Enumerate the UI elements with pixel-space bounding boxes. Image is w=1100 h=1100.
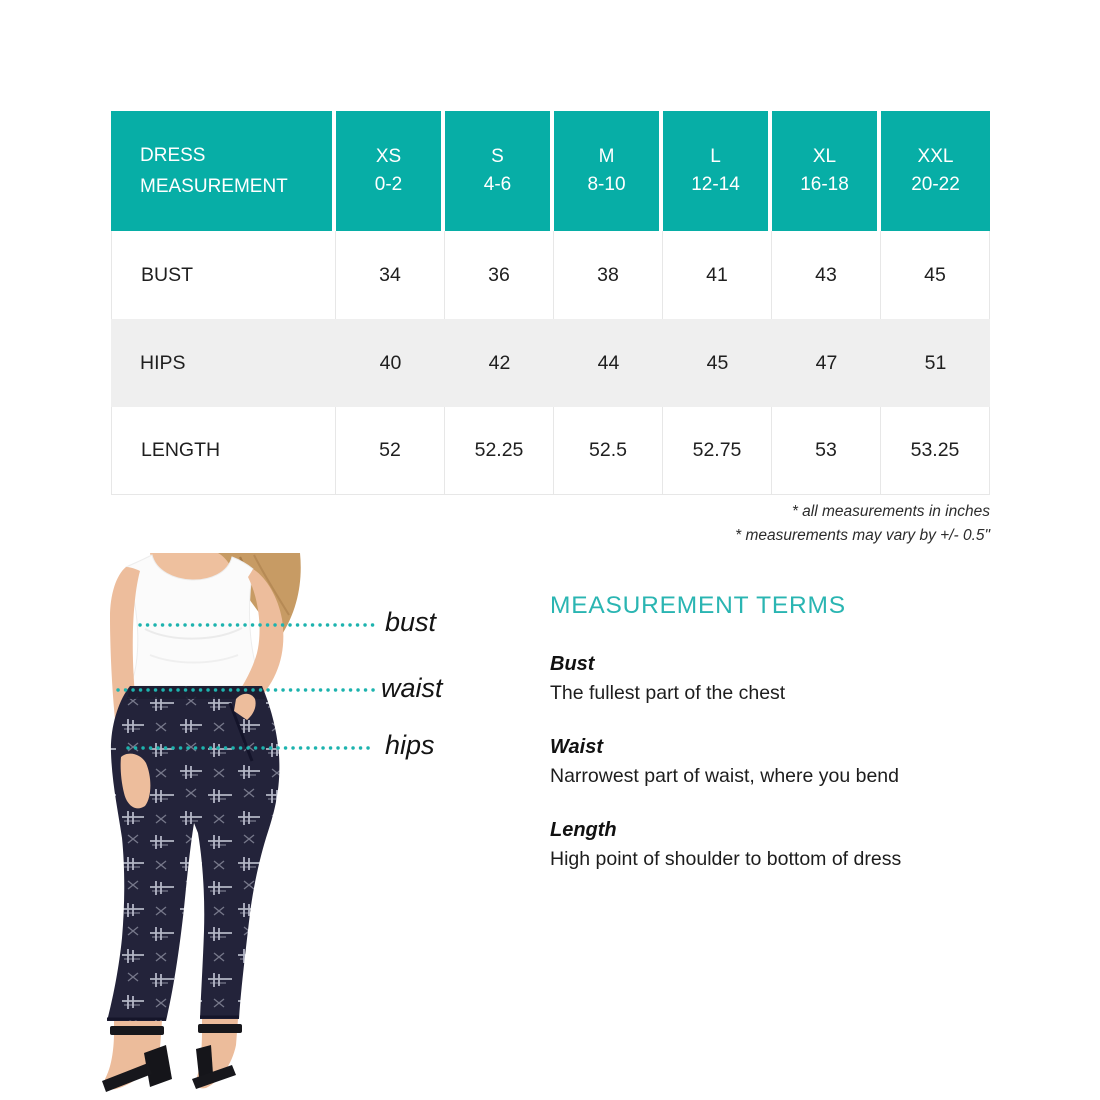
hips-xl: 47: [772, 319, 881, 407]
length-l: 52.75: [663, 407, 772, 495]
left-ankle-strap: [110, 1026, 164, 1035]
hips-line-label: hips: [385, 730, 435, 760]
right-ankle-strap: [198, 1024, 242, 1033]
header-col-s: [445, 111, 554, 231]
length-xl: 53: [772, 407, 881, 495]
measurement-terms-heading: MEASUREMENT TERMS: [550, 592, 846, 619]
term-definition: High point of shoulder to bottom of dress: [550, 848, 902, 870]
bust-l: 41: [663, 231, 772, 319]
row-label-length: LENGTH: [111, 407, 336, 495]
term-item-waist: [550, 736, 1030, 788]
term-definition: Narrowest part of waist, where you bend: [550, 765, 900, 787]
length-s: 52.25: [445, 407, 554, 495]
table-header-dress-measurement: [111, 111, 336, 231]
size-name: XS: [375, 146, 402, 167]
hips-xs: 40: [336, 319, 445, 407]
footnote-inches: * all measurements in inches: [791, 503, 990, 520]
size-name: S: [491, 146, 504, 167]
bust-m: 38: [554, 231, 663, 319]
model-figure: [90, 553, 390, 1100]
size-range: 0-2: [374, 174, 403, 195]
term-name: Waist: [550, 736, 603, 758]
size-range: 12-14: [691, 174, 740, 195]
size-range: 20-22: [911, 174, 960, 195]
row-label-bust: BUST: [111, 231, 336, 319]
hips-l: 45: [663, 319, 772, 407]
size-name: XXL: [917, 146, 954, 167]
size-name: L: [710, 146, 721, 167]
bust-line-label: bust: [385, 607, 437, 637]
table-header-label: DRESS MEASUREMENT: [140, 145, 288, 197]
bust-s: 36: [445, 231, 554, 319]
hips-m: 44: [554, 319, 663, 407]
term-item-bust: [550, 653, 1030, 705]
term-definition: The fullest part of the chest: [550, 682, 786, 704]
term-name: Bust: [550, 653, 595, 675]
figure-illustration: [90, 553, 390, 1100]
header-col-xl: [772, 111, 881, 231]
size-table: [111, 111, 990, 495]
bust-xl: 43: [772, 231, 881, 319]
header-col-m: [554, 111, 663, 231]
length-xxl: 53.25: [881, 407, 990, 495]
row-label-hips: HIPS: [111, 319, 336, 407]
size-range: 8-10: [587, 174, 626, 195]
term-name: Length: [550, 819, 617, 841]
term-item-length: [550, 819, 1030, 871]
measurement-terms-section: [550, 592, 1030, 871]
header-col-l: [663, 111, 772, 231]
size-name: XL: [812, 146, 837, 167]
size-range: 16-18: [800, 174, 849, 195]
bust-xs: 34: [336, 231, 445, 319]
hips-xxl: 51: [881, 319, 990, 407]
size-range: 4-6: [483, 174, 512, 195]
waist-line-label: waist: [381, 673, 443, 703]
length-xs: 52: [336, 407, 445, 495]
header-col-xxl: [881, 111, 990, 231]
length-m: 52.5: [554, 407, 663, 495]
footnotes: [111, 500, 990, 548]
bust-xxl: 45: [881, 231, 990, 319]
header-col-xs: [336, 111, 445, 231]
size-name: M: [598, 146, 615, 167]
right-heel-block: [196, 1045, 213, 1077]
figure-pants: [107, 686, 279, 1021]
hips-s: 42: [445, 319, 554, 407]
footnote-variance: * measurements may vary by +/- 0.5": [735, 527, 990, 544]
